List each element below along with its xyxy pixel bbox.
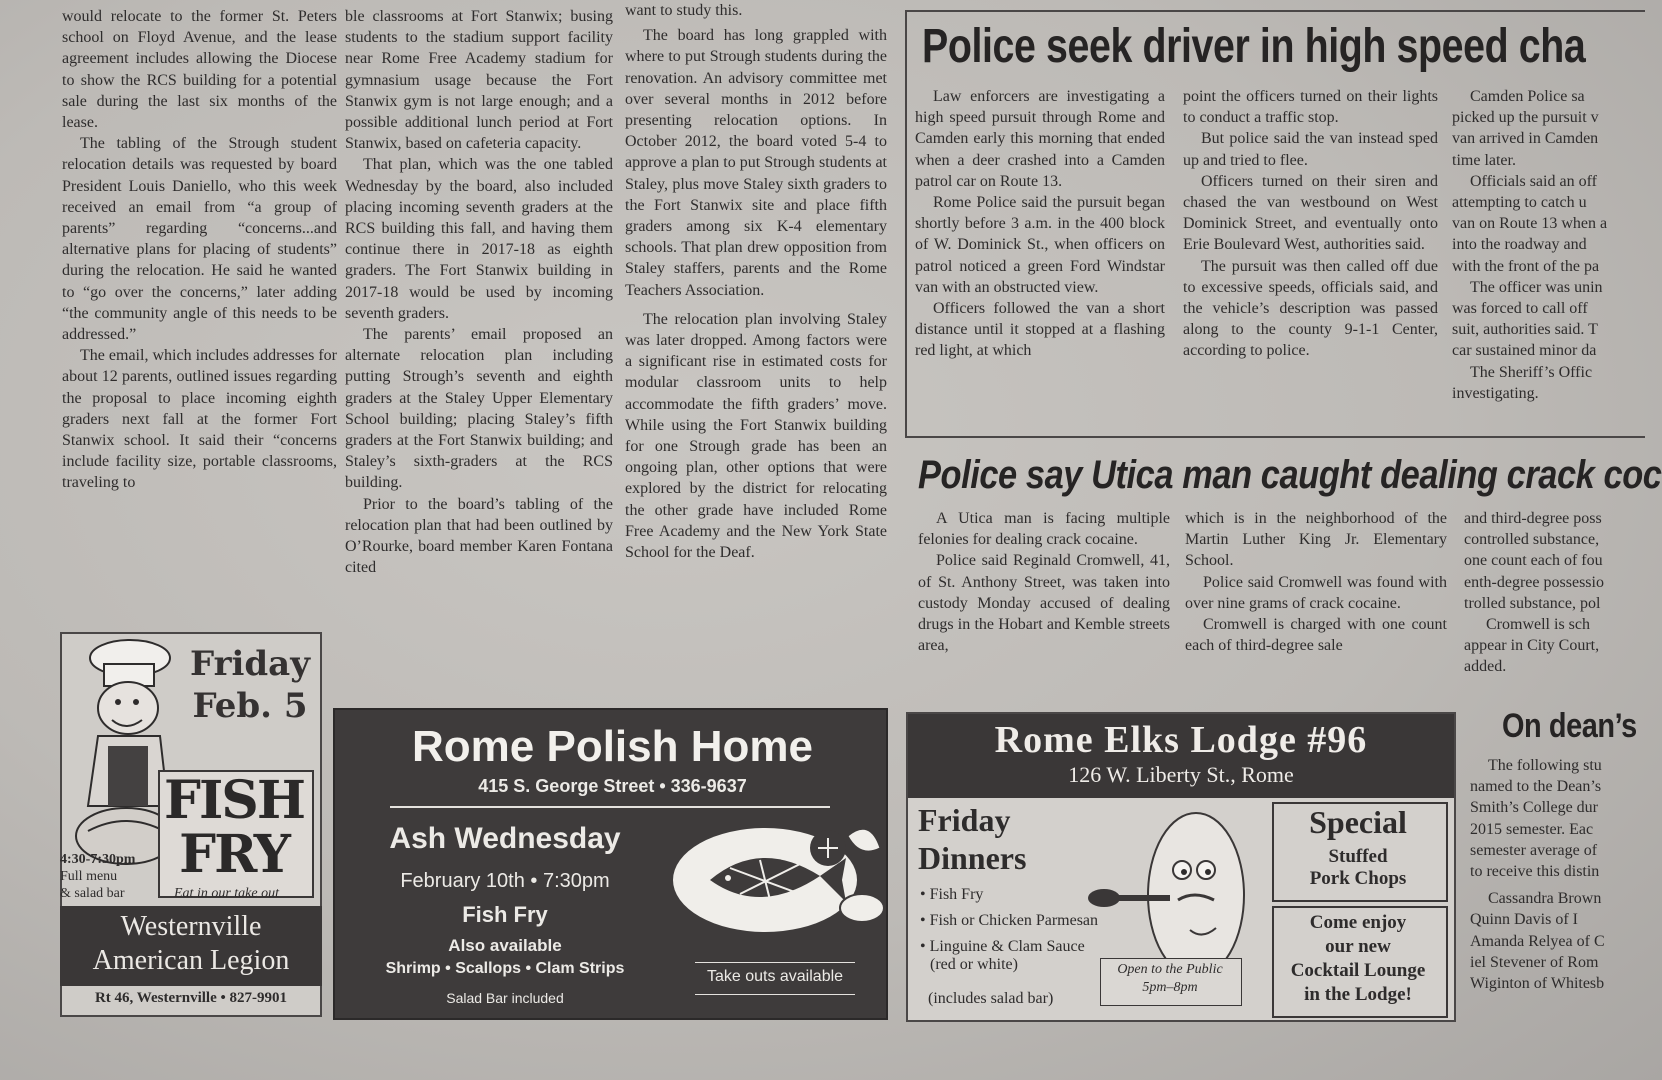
elks-title: Rome Elks Lodge #96 xyxy=(994,719,1368,761)
polish-also: Also available xyxy=(448,936,562,955)
divider xyxy=(695,994,855,995)
text-line: Quinn Davis of I xyxy=(1470,911,1578,929)
elks-lounge-line2: our new xyxy=(1325,936,1391,957)
polish-home-ad xyxy=(333,708,888,1020)
paragraph: But police said the van instead sped up and tried to flee. xyxy=(1183,130,1438,169)
text-line: and third-degree poss xyxy=(1464,510,1602,527)
paragraph: Prior to the board’s tabling of the relocation plan that had been outlined by O’Rourke, board member Karen Fontana cited xyxy=(345,495,613,577)
text-line: controlled substance, xyxy=(1464,531,1600,549)
legion-fry: FRY xyxy=(179,824,289,885)
text-line: car sustained minor da xyxy=(1452,342,1597,360)
text-line: was forced to call off xyxy=(1452,300,1588,318)
elks-special-title: Special xyxy=(1309,804,1407,840)
article-column-2 xyxy=(345,6,613,686)
legion-hours: 4:30-7:30pm xyxy=(60,852,136,867)
paragraph: Officers turned on their siren and chased the van westbound on West Dominick Street, and eventually onto Erie Boulevard West, authorities said. xyxy=(1183,172,1438,254)
elks-lodge-ad xyxy=(906,712,1456,1022)
paragraph: That plan, which was the one tabled Wednesday by the board, also included placing incoming seventh graders at the RCS building this fall, and having them continue there in 2017-18 as eighth graders. The Fort Stanwix building in 2017-18 would be used by incoming seventh graders. xyxy=(345,156,613,322)
paragraph: ble classrooms at Fort Stanwix; busing students to the stadium support facility near Rome Free Academy stadium for gymnasium usage because the Fort Stanwix gym is not large enough; and a possible additional lunch period at Fort Stanwix, based on cafeteria capacity. xyxy=(345,8,613,153)
text-line: attempting to catch u xyxy=(1452,194,1587,212)
divider xyxy=(695,962,855,963)
text-line: time later. xyxy=(1452,151,1516,169)
legion-menu: Full menu xyxy=(60,869,118,884)
paragraph: The email, which includes addresses for about 12 parents, outlined issues regarding the proposal to place incoming eighth graders next fall at the former Fort Stanwix school. It said their “concerns include facility size, portable classrooms, traveling to xyxy=(62,347,337,492)
legion-address: Rt 46, Westernville • 827-9901 xyxy=(94,990,288,1006)
text-line: van arrived in Camden xyxy=(1452,130,1599,148)
chase-column-3 xyxy=(1452,86,1637,426)
paragraph: point the officers turned on their lights to conduct a traffic stop. xyxy=(1183,88,1438,127)
paragraph: The tabling of the Strough student relocation details was requested by board President Louis Daniello, who this week received an email from “a group of parents” regarding “concerns...and alternative plans for placing of students” during the relocation. He said he wanted to “go over the concerns,” later adding “the community angle of this needs to be addressed.” xyxy=(62,135,337,344)
text-line: picked up the pursuit v xyxy=(1452,109,1599,127)
paragraph: Officers followed the van a short distance until it stopped at a flashing red light, at which xyxy=(915,300,1165,360)
paragraph: A Utica man is facing multiple felonies for dealing crack cocaine. xyxy=(918,510,1170,549)
elks-lounge-line3: Cocktail Lounge xyxy=(1290,960,1426,981)
paragraph: Law enforcers are investigating a high speed pursuit through Rome and Camden early this morning that ended when a deer crashed into a Camden patrol car on Route 13. xyxy=(915,88,1165,190)
text-line: semester average of xyxy=(1470,841,1598,859)
deans-list-headline: On dean’s xyxy=(1502,707,1637,745)
chase-column-1 xyxy=(915,86,1165,426)
elks-menu-item: • Fish Fry xyxy=(920,886,984,903)
elks-menu-item: • Fish or Chicken Parmesan xyxy=(920,912,1099,929)
elks-special-line2: Pork Chops xyxy=(1309,868,1407,889)
polish-fish-fry: Fish Fry xyxy=(462,902,548,927)
elks-heading-2: Dinners xyxy=(918,840,1027,876)
text-line: with the front of the pa xyxy=(1452,257,1600,275)
text-line: Officials said an off xyxy=(1470,172,1597,190)
polish-date: February 10th • 7:30pm xyxy=(400,870,610,892)
article-column-1 xyxy=(62,6,337,594)
fish-platter-illustration xyxy=(670,808,885,938)
text-line: trolled substance, pol xyxy=(1464,594,1601,612)
text-line: appear in City Court, xyxy=(1464,637,1600,655)
crack-column-3 xyxy=(1464,508,1637,688)
deans-list-column xyxy=(1470,755,1637,1045)
text-line: The following stu xyxy=(1488,757,1602,774)
text-line: into the roadway and xyxy=(1452,236,1587,254)
legion-date: Feb. 5 xyxy=(192,686,308,726)
elks-lounge-line4: in the Lodge! xyxy=(1304,984,1412,1005)
text-line: named to the Dean’s xyxy=(1470,778,1602,796)
paragraph: would relocate to the former St. Peters school on Floyd Avenue, and the lease agreement includes allowing the Diocese to show the RCS building for a potential sale during the last six months of the lease. xyxy=(62,8,337,132)
elks-open-line1: Open to the Public xyxy=(1117,962,1223,977)
text-line: Cassandra Brown xyxy=(1488,890,1602,908)
chase-column-2 xyxy=(1183,86,1438,426)
paragraph: The pursuit was then called off due to excessive speeds, officials said, and the vehicle’s description was passed along to the county 9-1-1 Center, according to police. xyxy=(1183,257,1438,360)
elks-open-line2: 5pm–8pm xyxy=(1142,980,1198,995)
polish-title: Rome Polish Home xyxy=(412,722,813,771)
text-line: Smith’s College dur xyxy=(1470,799,1598,817)
paragraph: The relocation plan involving Staley was later dropped. Among factors were a significant rise in estimated costs for modular classroom units to help accommodate the fifth graders’ move. While using the Fort Stanwix building for one Strough grade has been an ongoing plan, other options that were explored by the district for relocating the other grade have included Rome Free Academy and the New York State School for the Deaf. xyxy=(625,310,887,562)
text-line: investigating. xyxy=(1452,384,1539,402)
paragraph: The parents’ email proposed an alternate relocation plan including putting Strough’s seventh and eighth graders at the Staley Upper Elementary School building; placing Staley’s fifth graders at the Fort Stanwix building; and Staley’s sixth-graders at the RCS building. xyxy=(345,326,613,492)
legion-takeout: Eat in our take out xyxy=(174,886,279,901)
legion-fish: FISH xyxy=(164,770,304,831)
police-chase-headline: Police seek driver in high speed cha xyxy=(922,20,1586,73)
crack-column-1 xyxy=(918,508,1170,688)
text-line: suit, authorities said. T xyxy=(1452,321,1598,339)
polish-items: Shrimp • Scallops • Clam Strips xyxy=(385,960,625,977)
text-line: van on Route 13 when a xyxy=(1452,215,1608,233)
paragraph: Rome Police said the pursuit began shortly before 3 a.m. in the 400 block of W. Dominick St., when officers on patrol noticed a green Ford Windstar van with an obstructed view. xyxy=(915,194,1165,296)
text-line: Wiginton of Whitesb xyxy=(1470,975,1605,993)
elks-menu-item: • Linguine & Clam Sauce xyxy=(920,938,1085,955)
text-line: The Sheriff’s Offic xyxy=(1470,363,1593,381)
paragraph: Police said Reginald Cromwell, 41, of St. Anthony Street, was taken into custody Monday accused of dealing drugs in the Hobart and Kemble streets area, xyxy=(918,552,1170,655)
legion-name-line1: Westernville xyxy=(120,911,262,942)
article-column-3 xyxy=(625,0,887,685)
paragraph: want to study this. xyxy=(625,2,743,19)
elks-heading-1: Friday xyxy=(918,802,1011,838)
polish-salad: Salad Bar included xyxy=(446,990,564,1006)
text-line: 2015 semester. Eac xyxy=(1470,820,1594,838)
polish-address: 415 S. George Street • 336-9637 xyxy=(478,776,747,796)
legion-ad xyxy=(60,632,322,1017)
text-line: Amanda Relyea of C xyxy=(1470,932,1605,950)
paragraph: The board has long grappled with where to put Strough students during the renovation. An advisory committee met over several months in 2012 before presenting relocation options. In October 2012, the board voted 5-4 to approve a plan to put Strough students at Staley, plus move Staley sixth graders to the Fort Stanwix site and place fifth graders among six K-4 elementary schools. That plan drew opposition from Staley staffers, parents and the Rome Teachers Association. xyxy=(625,27,887,299)
elks-address: 126 W. Liberty St., Rome xyxy=(1068,762,1294,787)
legion-name-line2: American Legion xyxy=(92,945,290,976)
legion-day: Friday xyxy=(190,644,310,684)
paragraph: Police said Cromwell was found with over nine grams of crack cocaine. xyxy=(1185,573,1447,612)
text-line: The officer was unin xyxy=(1470,278,1603,296)
paragraph: Cromwell is charged with one count each of third-degree sale xyxy=(1185,616,1447,655)
text-line: to receive this distin xyxy=(1470,863,1600,881)
text-line: Cromwell is sch xyxy=(1486,616,1590,634)
text-line: Camden Police sa xyxy=(1470,88,1585,105)
legion-salad: & salad bar xyxy=(60,886,125,901)
elks-lounge-line1: Come enjoy xyxy=(1309,912,1407,933)
elks-special-line1: Stuffed xyxy=(1328,846,1388,867)
text-line: added. xyxy=(1464,658,1507,676)
text-line: iel Stevener of Rom xyxy=(1470,953,1599,971)
text-line: enth-degree possessio xyxy=(1464,573,1604,591)
paragraph: which is in the neighborhood of the Martin Luther King Jr. Elementary School. xyxy=(1185,510,1447,570)
elks-menu-item: (red or white) xyxy=(930,956,1018,973)
crack-story-headline: Police say Utica man caught dealing crack coc xyxy=(918,453,1662,497)
polish-takeout: Take outs available xyxy=(706,968,844,985)
crack-column-2 xyxy=(1185,508,1447,688)
polish-event: Ash Wednesday xyxy=(389,822,621,855)
text-line: one count each of fou xyxy=(1464,552,1603,570)
elks-salad: (includes salad bar) xyxy=(928,990,1054,1007)
